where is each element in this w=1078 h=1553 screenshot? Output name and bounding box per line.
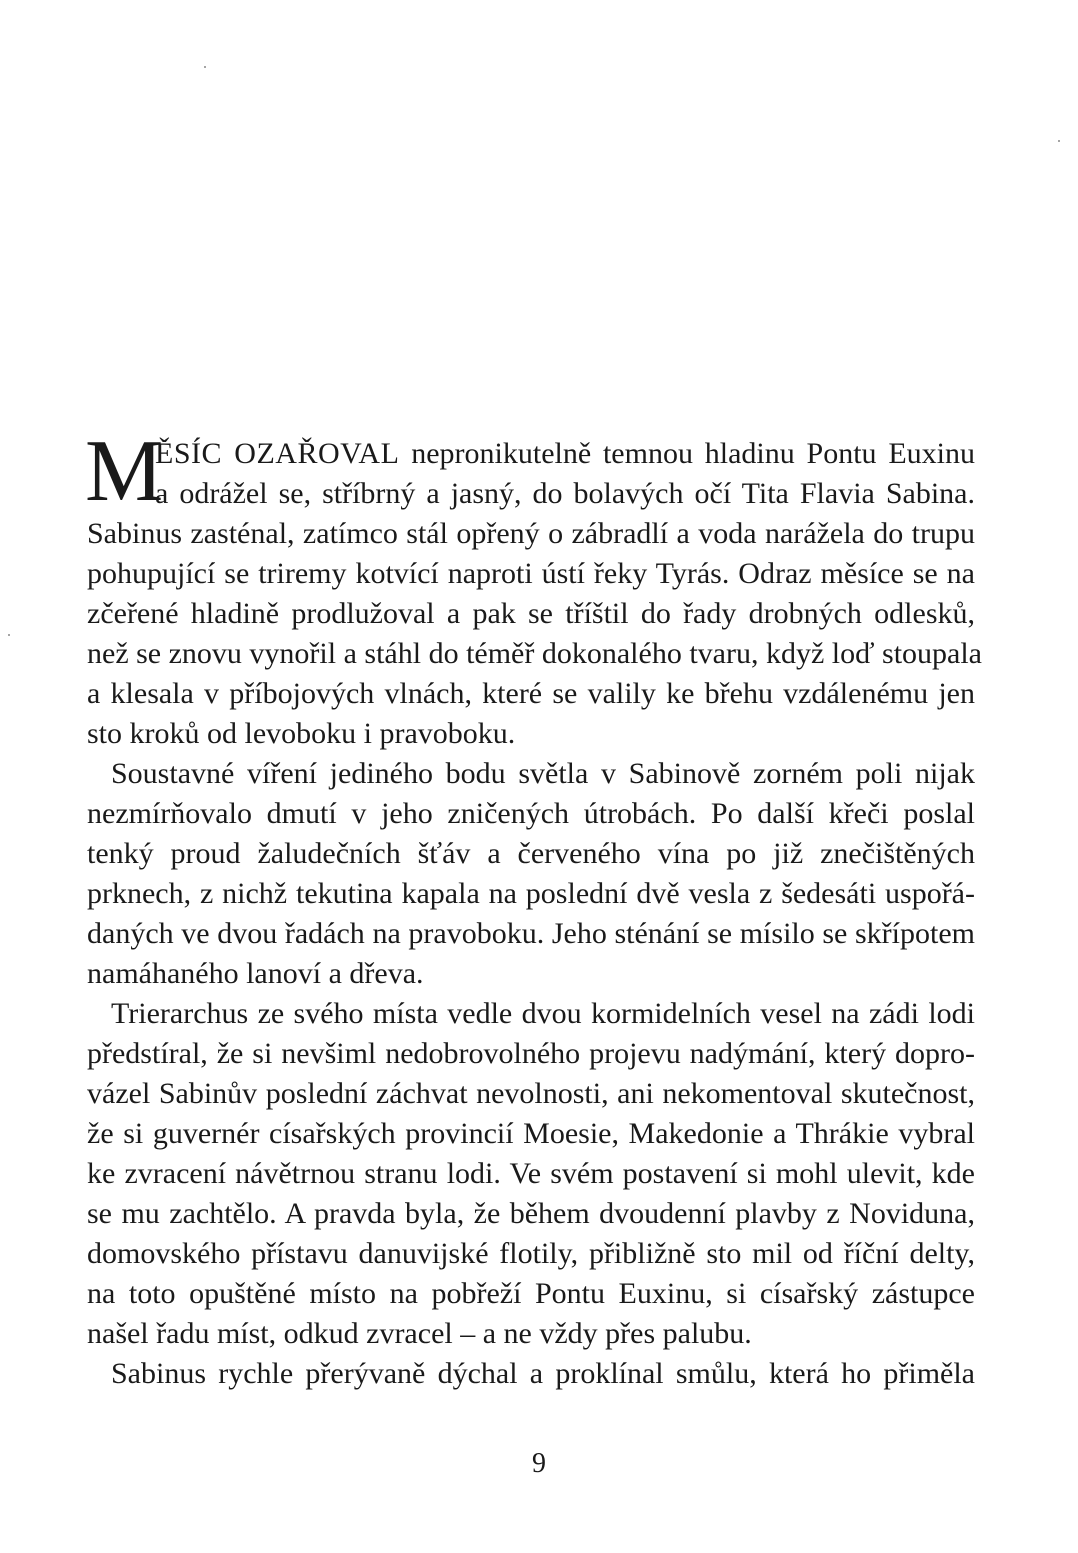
text-line: zčeřené hladině prodlužoval a pak se tříštil do řady drobných odlesků, — [87, 597, 975, 630]
text-line: Sabinus zasténal, zatímco stál opřený o zábradlí a voda narážela do trupu — [87, 517, 975, 550]
text-line: Sabinus rychle přerývaně dýchal a proklínal smůlu, která ho přiměla — [111, 1357, 975, 1390]
scan-speck — [1058, 140, 1060, 142]
text-line: Trierarchus ze svého místa vedle dvou kormidelních vesel na zádi lodi — [111, 997, 975, 1030]
text-line: a odrážel se, stříbrný a jasný, do bolavých očí Tita Flavia Sabina. — [155, 477, 975, 510]
text-line: Soustavné víření jediného bodu světla v Sabinově zorném poli nijak — [111, 757, 975, 790]
text-line: pohupující se triremy kotvící naproti ústí řeky Tyrás. Odraz měsíce se na — [87, 557, 975, 590]
paragraph-4 — [87, 1354, 975, 1394]
text-line: ke zvracení návětrnou stranu lodi. Ve svém postavení si mohl ulevit, kde — [87, 1157, 975, 1190]
text-line: nezmírňovalo dmutí v jeho zničených útrobách. Po další křeči poslal — [87, 797, 975, 830]
text-line: předstíral, že si nevšiml nedobrovolného projevu nadýmání, který dopro- — [87, 1037, 975, 1070]
text-line: že si guvernér císařských provincií Moesie, Makedonie a Thrákie vybral — [87, 1117, 975, 1150]
drop-cap: M — [85, 423, 164, 520]
small-caps-lead: ĚSÍC OZAŘOVAL — [155, 437, 400, 470]
text-line: namáhaného lanoví a dřeva. — [87, 957, 424, 990]
paragraph-2 — [87, 754, 975, 994]
scan-speck — [204, 66, 206, 68]
paragraph-1 — [85, 423, 982, 754]
text-line: než se znovu vynořil a stáhl do téměř dokonalého tvaru, když loď stoupala — [87, 637, 982, 670]
text-line: sto kroků od levoboku i pravoboku. — [87, 717, 516, 750]
text-line: se mu zachtělo. A pravda byla, že během dvoudenní plavby z Noviduna, — [87, 1197, 975, 1230]
text-line: vázel Sabinův poslední záchvat nevolnosti, ani nekomentoval skutečnost, — [87, 1077, 975, 1110]
text-line: našel řadu míst, odkud zvracel – a ne vždy přes palubu. — [87, 1317, 752, 1350]
scan-speck — [8, 634, 10, 636]
text-line: na toto opuštěné místo na pobřeží Pontu Euxinu, si císařský zástupce — [87, 1277, 975, 1310]
text-line: tenký proud žaludečních šťáv a červeného vína po již znečištěných — [87, 837, 975, 870]
text-line: ĚSÍC OZAŘOVAL nepronikutelně temnou hladinu Pontu Euxinu — [155, 437, 976, 470]
text-line: a klesala v příbojových vlnách, které se valily ke břehu vzdálenému jen — [87, 677, 975, 710]
page-number: 9 — [532, 1448, 546, 1479]
text-line: daných ve dvou řadách na pravoboku. Jeho sténání se mísilo se skřípotem — [87, 917, 975, 950]
text-line: domovského přístavu danuvijské flotily, přibližně sto mil od říční delty, — [87, 1237, 975, 1270]
body-text — [85, 423, 982, 1394]
paragraph-3 — [87, 994, 975, 1354]
text-line: prknech, z nichž tekutina kapala na poslední dvě vesla z šedesáti uspořá- — [87, 877, 975, 910]
